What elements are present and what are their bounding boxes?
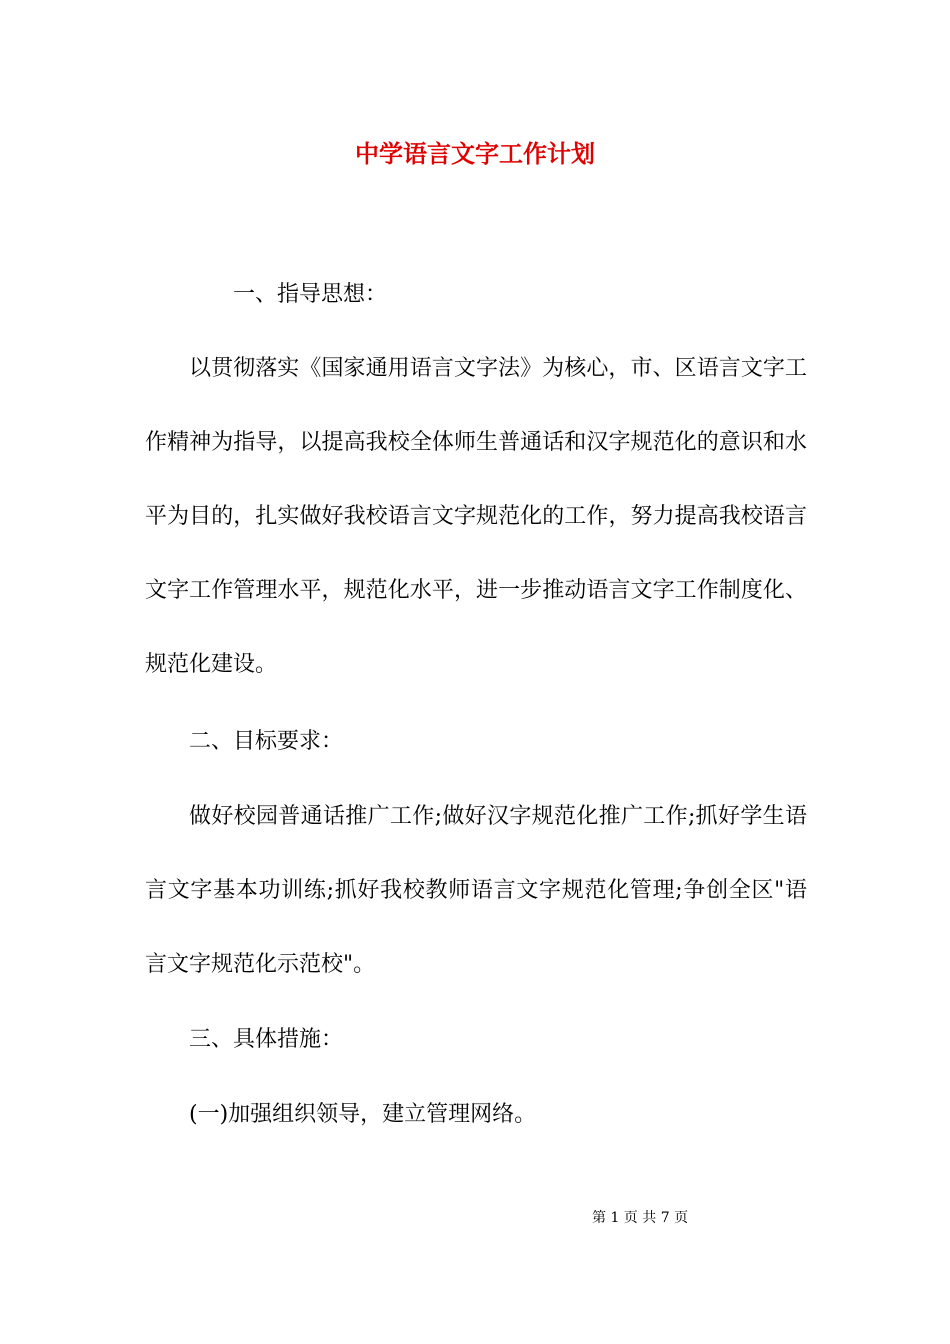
section-heading-measures: 三、具体措施： xyxy=(189,1027,344,1052)
document-title: 中学语言文字工作计划 xyxy=(355,139,595,168)
subsection-heading-organization: (一)加强组织领导，建立管理网络。 xyxy=(189,1102,537,1127)
paragraph-guiding-thought: 以贯彻落实《国家通用语言文字法》为核心，市、区语言文字工作精神为指导，以提高我校全体师生普通话和汉字规范化的意识和水平为目的，扎实做好我校语言文字规范化的工作，努力提高我校语言文字工作管理水平，规范化水平，进一步推动语言文字工作制度化、规范化建设。 xyxy=(145,356,807,677)
page-number-footer: 第 1 页 共 7 页 xyxy=(592,1210,689,1226)
section-heading-goals: 二、目标要求： xyxy=(189,729,344,754)
section-heading-guiding-thought: 一、指导思想： xyxy=(233,282,388,307)
paragraph-goals: 做好校园普通话推广工作;做好汉字规范化推广工作;抓好学生语言文字基本功训练;抓好我校教师语言文字规范化管理;争创全区"语言文字规范化示范校"。 xyxy=(145,804,807,977)
